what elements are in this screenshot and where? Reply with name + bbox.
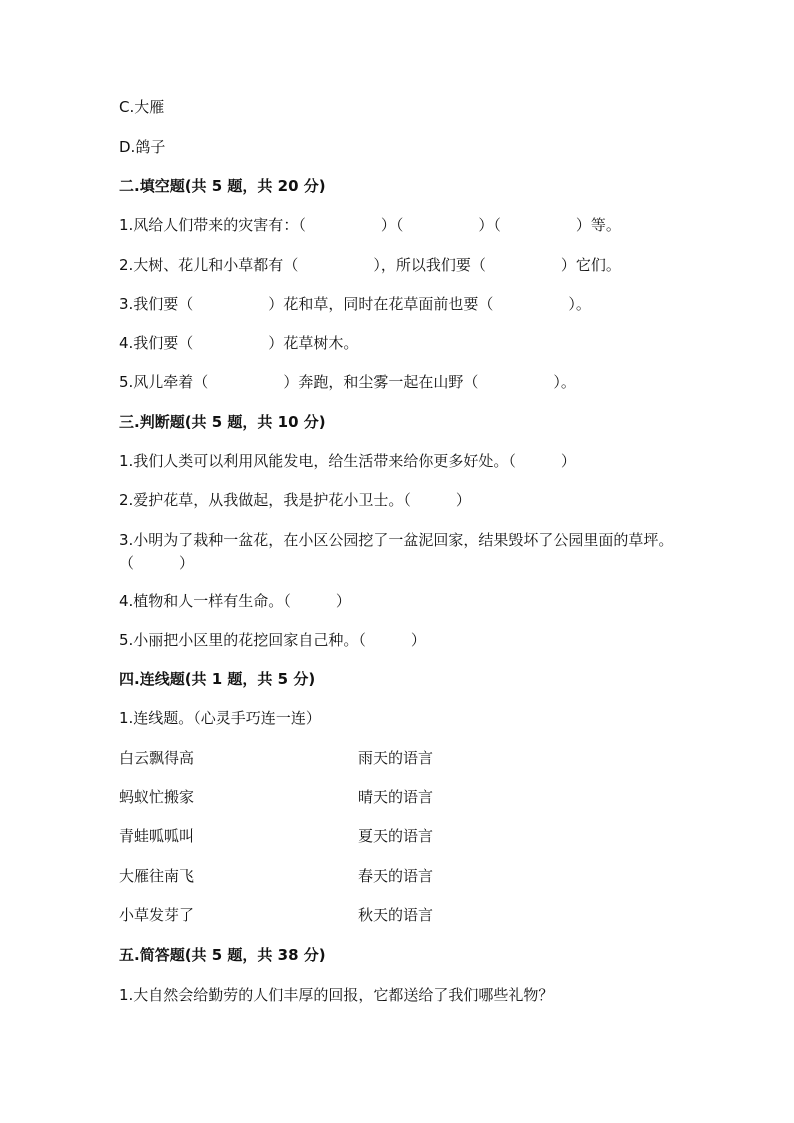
true-false-question-3: 3.小明为了栽种一盆花，在小区公园挖了一盆泥回家，结果毁坏了公园里面的草坪。（ ） xyxy=(119,531,674,572)
matching-left-item: 蚂蚁忙搬家 xyxy=(119,788,195,806)
matching-left-item: 大雁往南飞 xyxy=(119,867,195,885)
fill-blank-question-1: 1.风给人们带来的灾害有：（ ）（ ）（ ）等。 xyxy=(119,216,621,234)
matching-right-item: 夏天的语言 xyxy=(358,827,434,845)
section-heading-fill-blank: 二.填空题(共 5 题，共 20 分) xyxy=(119,177,326,195)
matching-question-1: 1.连线题。（心灵手巧连一连） xyxy=(119,709,321,727)
section-heading-short-answer: 五.简答题(共 5 题，共 38 分) xyxy=(119,946,326,964)
matching-right-item: 春天的语言 xyxy=(358,867,434,885)
true-false-question-1: 1.我们人类可以利用风能发电，给生活带来给你更多好处。（ ） xyxy=(119,452,576,470)
matching-left-item: 小草发芽了 xyxy=(119,906,195,924)
matching-left-item: 白云飘得高 xyxy=(119,749,195,767)
true-false-question-4: 4.植物和人一样有生命。（ ） xyxy=(119,592,351,610)
fill-blank-question-2: 2.大树、花儿和小草都有（ ），所以我们要（ ）它们。 xyxy=(119,256,621,274)
option-d: D.鸽子 xyxy=(119,138,166,156)
short-answer-question-1: 1.大自然会给勤劳的人们丰厚的回报，它都送给了我们哪些礼物？ xyxy=(119,986,554,1004)
matching-right-item: 秋天的语言 xyxy=(358,906,434,924)
matching-left-item: 青蛙呱呱叫 xyxy=(119,827,195,845)
matching-right-item: 晴天的语言 xyxy=(358,788,434,806)
fill-blank-question-4: 4.我们要（ ）花草树木。 xyxy=(119,334,359,352)
true-false-question-5: 5.小丽把小区里的花挖回家自己种。（ ） xyxy=(119,631,426,649)
matching-right-item: 雨天的语言 xyxy=(358,749,434,767)
section-heading-true-false: 三.判断题(共 5 题，共 10 分) xyxy=(119,413,326,431)
option-c: C.大雁 xyxy=(119,98,165,116)
fill-blank-question-3: 3.我们要（ ）花和草，同时在花草面前也要（ ）。 xyxy=(119,295,591,313)
fill-blank-question-5: 5.风儿牵着（ ）奔跑，和尘雾一起在山野（ ）。 xyxy=(119,373,576,391)
true-false-question-2: 2.爱护花草，从我做起，我是护花小卫士。（ ） xyxy=(119,491,471,509)
section-heading-matching: 四.连线题(共 1 题，共 5 分) xyxy=(119,670,316,688)
